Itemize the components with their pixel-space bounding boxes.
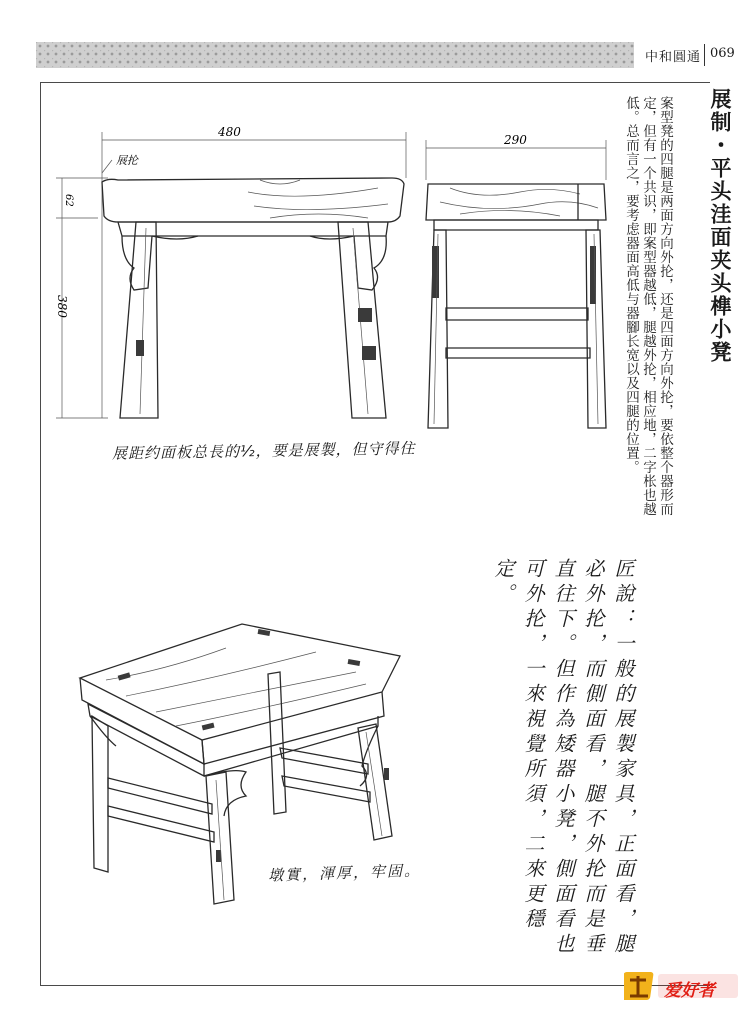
intro-paragraph: 案型凳的四腿是两面方向外抡，还是四面方向外抡，要依整个器形而定，但有一个共识，即案型器越低，腿越外抡，相应地，二字枨也越低。总而言之，要考虑器面高低与器腳长宽以及四腿的位置。 <box>623 96 673 516</box>
splay-label: 展抡 <box>116 154 138 167</box>
front-elevation-drawing <box>48 118 418 448</box>
top-thickness-dimension: 62 <box>63 194 74 207</box>
page-number: 069 <box>710 46 735 61</box>
running-header-title: 中和圓通 <box>644 50 701 65</box>
front-width-dimension: 480 <box>218 125 241 139</box>
drawing-caption: 展距约面板总長的½，要是展製，但守得住 <box>111 439 416 463</box>
craftsman-note: 匠說：一般的展製家具，正面看，腿必外抡，而側面看，腿不外抡而是垂直往下。但作為矮器小凳，側面看也可外抡，一來視覺所須，二來更穩定。 <box>491 558 635 958</box>
section-title: 展制・平头洼面夹头榫小凳 <box>708 88 733 364</box>
side-width-dimension: 290 <box>504 133 527 147</box>
perspective-caption: 墩實，渾厚，牢固。 <box>267 861 422 885</box>
header-ornament-band <box>36 42 634 68</box>
header-divider <box>704 44 705 66</box>
front-height-dimension: 380 <box>55 295 69 318</box>
watermark-logo-text: 爱好者 <box>664 981 715 1001</box>
side-elevation-drawing <box>420 128 616 458</box>
